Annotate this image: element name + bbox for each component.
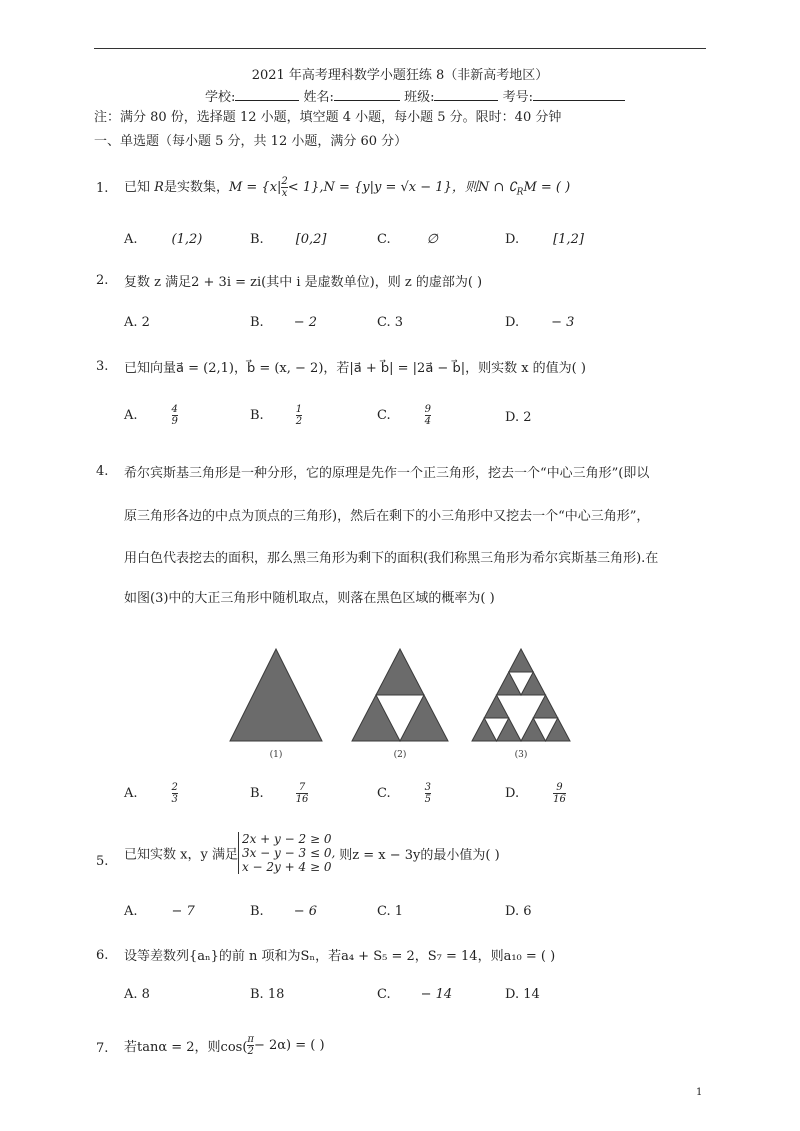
option-d[interactable]: [505, 782, 566, 805]
fraction: [172, 404, 178, 427]
fraction: [296, 782, 309, 805]
option-value: (1,2): [171, 232, 203, 247]
fraction-numerator: π: [247, 1034, 254, 1045]
inequality: x − 2y + 4 ≥ 0: [241, 860, 332, 874]
stem-subscript: R: [516, 187, 524, 198]
option-a[interactable]: [124, 987, 150, 1002]
option-value: 3: [394, 315, 404, 330]
option-label: B.: [250, 904, 264, 919]
option-label: C.: [377, 904, 391, 919]
option-value: ∅: [426, 232, 438, 247]
question-5-stem: [124, 832, 500, 874]
question-3-stem: 已知向量a⃗ = (2,1)，b⃗ = (x, − 2)，若|a⃗ + b⃗| = |2a⃗ − b⃗|，则实数 x 的值为( ): [124, 361, 586, 376]
question-2-stem: 复数 z 满足2 + 3i = zi(其中 i 是虚数单位)，则 z 的虚部为( ): [124, 275, 483, 290]
triangle-stage-1: [230, 649, 322, 741]
option-label: D.: [505, 987, 520, 1002]
option-b[interactable]: [250, 315, 317, 330]
fraction-numerator: 7: [298, 782, 306, 793]
option-label: A.: [124, 904, 138, 919]
option-value: 8: [141, 987, 150, 1002]
fraction: [425, 782, 431, 805]
stem-text: 是实数集，: [163, 180, 229, 195]
question-number: 3.: [96, 359, 109, 374]
option-label: B.: [250, 987, 264, 1002]
question-4-line: 原三角形各边的中点为顶点的三角形)，然后在剩下的小三角形中又挖去一个“中心三角形”，: [124, 509, 650, 524]
option-label: B.: [250, 786, 264, 801]
exam-note: 注：满分 80 份，选择题 12 小题，填空题 4 小题，每小题 5 分。限时：40 分钟: [94, 110, 562, 125]
option-b[interactable]: [250, 904, 317, 919]
option-label: B.: [250, 315, 264, 330]
question-4-line: 希尔宾斯基三角形是一种分形，它的原理是先作一个正三角形，挖去一个“中心三角形”(即以: [124, 466, 650, 481]
school-label: 学校:: [205, 90, 236, 105]
fraction-numerator: 9: [424, 404, 431, 415]
fraction-denominator: 4: [424, 416, 431, 427]
option-c[interactable]: [377, 782, 431, 805]
question-number: 7.: [96, 1041, 109, 1056]
option-c[interactable]: [377, 404, 431, 427]
option-b[interactable]: [250, 232, 327, 247]
option-label: D.: [505, 232, 520, 247]
question-4-line: 用白色代表挖去的面积，那么黑三角形为剩下的面积(我们称黑三角形为希尔宾斯基三角形).在: [124, 551, 659, 566]
school-blank[interactable]: [235, 88, 299, 101]
option-label: D.: [505, 904, 520, 919]
question-6-stem: 设等差数列{aₙ}的前 n 项和为Sₙ，若a₄ + S₅ = 2，S₇ = 14，则a₁₀ = ( ): [124, 949, 556, 964]
fraction-numerator: 9: [556, 782, 563, 793]
fraction-denominator: 16: [295, 794, 309, 805]
fraction-numerator: 4: [171, 404, 178, 415]
option-label: D.: [505, 410, 520, 425]
option-c[interactable]: [377, 232, 438, 247]
question-7-stem: [124, 1034, 325, 1057]
stem-text: − 2α) = ( ): [253, 1038, 325, 1053]
option-a[interactable]: [124, 404, 178, 427]
figure-label-1: (1): [269, 750, 283, 760]
fraction-numerator: 3: [424, 782, 431, 793]
option-b[interactable]: [250, 404, 302, 427]
fraction: [247, 1034, 254, 1057]
fraction: [425, 404, 431, 427]
option-d[interactable]: [505, 987, 540, 1002]
figure-label-2: (2): [393, 750, 407, 760]
option-c[interactable]: [377, 315, 403, 330]
page-number: 1: [696, 1087, 703, 1098]
option-value: 18: [267, 987, 285, 1002]
figure-label-3: (3): [514, 750, 528, 760]
fraction-denominator: 2: [295, 416, 303, 427]
option-a[interactable]: [124, 782, 178, 805]
header-rule: [94, 48, 706, 49]
option-a[interactable]: [124, 232, 202, 247]
option-label: C.: [377, 987, 391, 1002]
stem-math: M = ( ): [523, 180, 571, 195]
fraction-denominator: 5: [424, 794, 431, 805]
option-a[interactable]: [124, 315, 150, 330]
stem-text: 已知: [124, 180, 151, 195]
exam-label: 考号:: [502, 90, 533, 105]
option-value: [1,2]: [553, 232, 584, 247]
question-1-stem: [124, 176, 570, 199]
name-label: 姓名:: [303, 90, 334, 105]
option-label: C.: [377, 408, 391, 423]
stem-math: R: [154, 180, 164, 195]
fraction-numerator: 2: [171, 782, 178, 793]
fraction: [296, 404, 302, 427]
question-number: 4.: [96, 464, 109, 479]
option-value: 2: [141, 315, 150, 330]
fraction-denominator: 16: [553, 794, 566, 805]
option-label: A.: [124, 408, 138, 423]
option-value: [0,2]: [295, 232, 327, 247]
option-label: B.: [250, 232, 264, 247]
question-number: 2.: [96, 273, 109, 288]
option-a[interactable]: [124, 904, 195, 919]
option-label: D.: [505, 315, 520, 330]
option-value: 6: [523, 904, 532, 919]
fraction: [172, 782, 178, 805]
exam-blank[interactable]: [533, 88, 625, 101]
option-b[interactable]: [250, 782, 308, 805]
inequality: 3x − y − 3 ≤ 0,: [241, 846, 336, 860]
option-label: A.: [124, 987, 138, 1002]
option-value: 2: [523, 410, 532, 425]
option-label: A.: [124, 786, 138, 801]
stem-text: 则z = x − 3y的最小值为( ): [339, 847, 500, 863]
student-info-line: [205, 86, 625, 105]
option-label: C.: [377, 232, 391, 247]
option-d[interactable]: [505, 232, 584, 247]
option-label: A.: [124, 315, 138, 330]
question-number: 1.: [96, 181, 109, 196]
option-d[interactable]: [505, 410, 532, 425]
option-b[interactable]: [250, 987, 284, 1002]
fraction-denominator: x: [281, 188, 288, 199]
fraction-denominator: 3: [171, 794, 178, 805]
stem-text: 若tanα = 2，则cos(: [124, 1040, 248, 1055]
option-c[interactable]: [377, 987, 452, 1002]
option-value: − 3: [551, 315, 575, 330]
stem-math: ，则N ∩ ∁: [451, 180, 517, 195]
option-c[interactable]: [377, 904, 403, 919]
inequality: 2x + y − 2 ≥ 0: [241, 832, 332, 846]
option-label: C.: [377, 315, 391, 330]
option-value: − 14: [420, 987, 453, 1002]
option-d[interactable]: [505, 315, 574, 330]
fraction: [553, 782, 566, 805]
option-label: C.: [377, 786, 391, 801]
option-value: − 2: [293, 315, 317, 330]
fraction-numerator: 2: [281, 176, 288, 187]
fraction-denominator: 2: [247, 1046, 254, 1057]
option-value: 1: [394, 904, 404, 919]
stem-math: < 1},N = {y|y = √x − 1}: [287, 180, 452, 195]
option-value: 14: [523, 987, 540, 1002]
name-blank[interactable]: [334, 88, 400, 101]
option-value: − 7: [171, 904, 195, 919]
option-d[interactable]: [505, 904, 532, 919]
section-heading: 一、单选题（每小题 5 分，共 12 小题，满分 60 分）: [94, 134, 408, 149]
question-number: 6.: [96, 948, 109, 963]
question-4-line: 如图(3)中的大正三角形中随机取点，则落在黑色区域的概率为( ): [124, 591, 495, 606]
fraction-numerator: 1: [295, 404, 303, 415]
inequality-system: [238, 832, 335, 874]
class-blank[interactable]: [434, 88, 498, 101]
stem-math: M = {x|: [228, 180, 282, 195]
option-label: A.: [124, 232, 138, 247]
stem-text: 已知实数 x，y 满足: [124, 847, 238, 863]
fraction-denominator: 9: [171, 416, 178, 427]
sierpinski-figure: [220, 645, 580, 765]
option-label: D.: [505, 786, 520, 801]
question-number: 5.: [96, 854, 109, 869]
page-title: 2021 年高考理科数学小题狂练 8（非新高考地区）: [251, 68, 549, 83]
option-label: B.: [250, 408, 264, 423]
option-value: − 6: [293, 904, 317, 919]
class-label: 班级:: [404, 90, 435, 105]
